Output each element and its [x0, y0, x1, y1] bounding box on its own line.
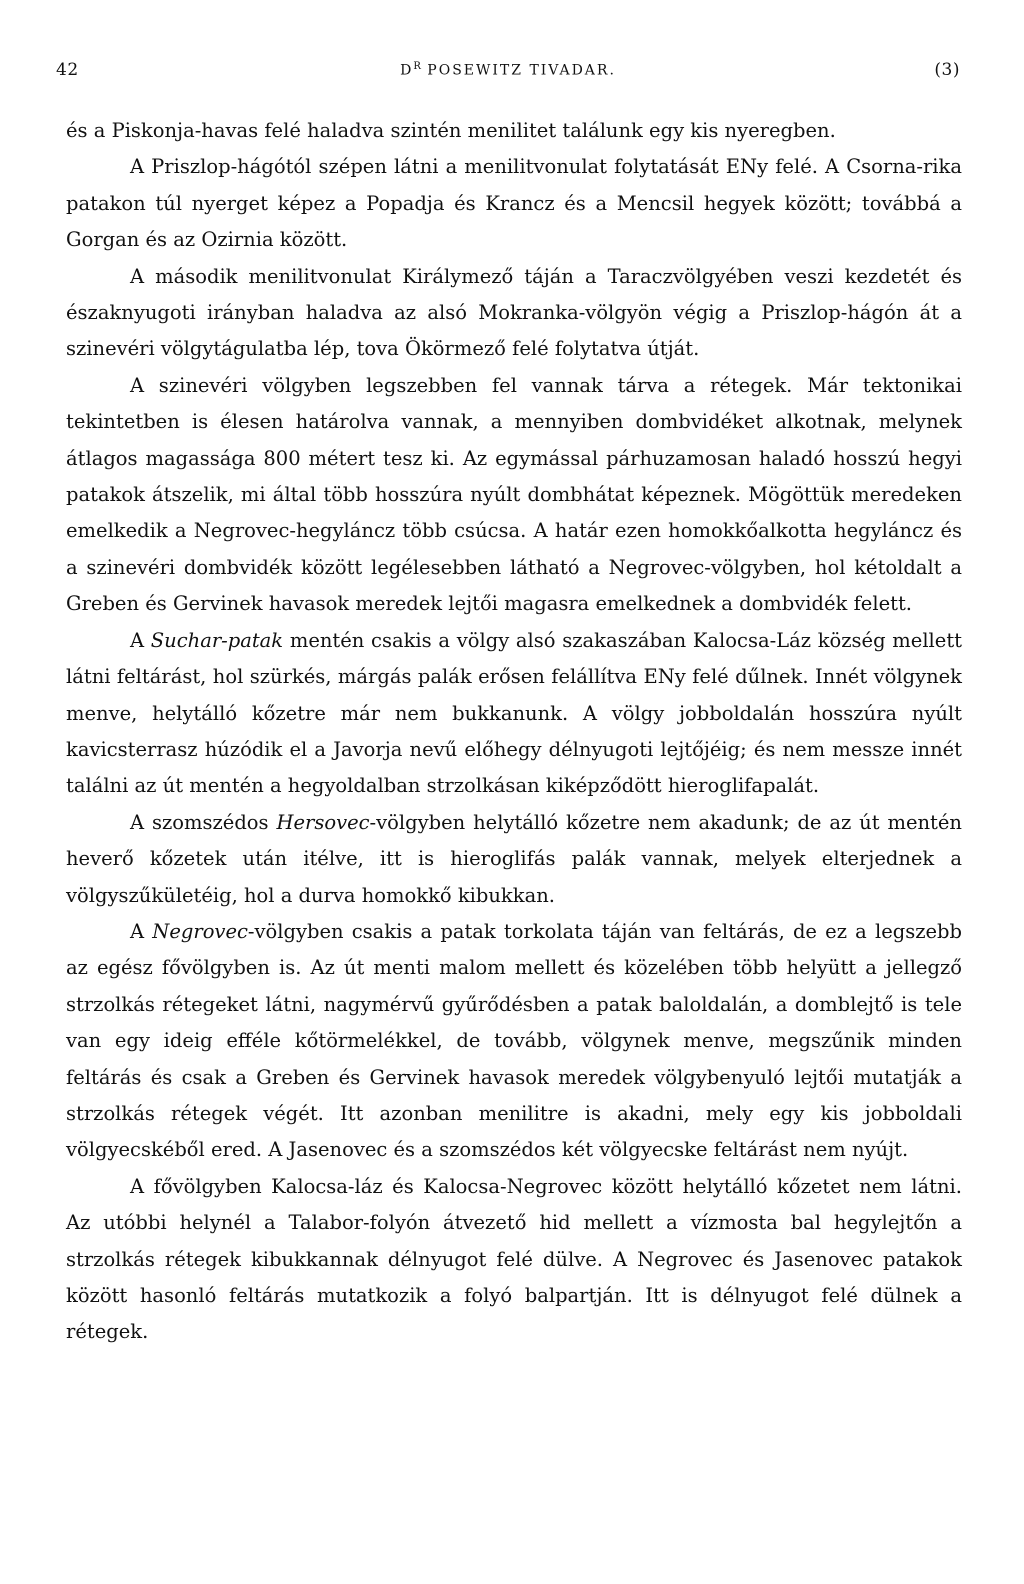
paragraph-text: A fővölgyben Kalocsa-láz és Kalocsa-Negrovec között helytálló kőzetet nem látni. Az utóbbi helynél a Talabor-folyón átvezető hid mellett a vízmosta bal hegylejtőn a strzolkás rétegek kibukkannak délnyugot felé dülve. A Negrovec és Jasenovec patakok között hasonló feltárás mutatkozik a folyó balpartján. Itt is délnyugot felé dülnek a rétegek. — [66, 1174, 962, 1344]
section-number: (3) — [934, 60, 960, 80]
paragraph-text: -völgyben csakis a patak torkolata táján van feltárás, de ez a legszebb az egész fővölgyben is. Az út menti malom mellett és közelében több helyütt a jellegző strzolkás rétegeket látni, nagymérvű gyűrődésben a patak baloldalán, a domblejtő is tele van egy ideig efféle kőtörmelékkel, de tovább, völgynek menve, megszűnik minden feltárás és csak a Greben és Gervinek havasok meredek völgybenyuló lejtői mutatják a strzolkás rétegek végét. Itt azonban menilitre is akadni, mely egy kis jobboldali völgyecskéből ered. A Jasenovec és a szomszédos két völgyecske feltárást nem nyújt. — [66, 919, 963, 1162]
paragraph-text: -völgyben helytálló kőzetre nem akadunk; de az út mentén heverő kőzetek után itélve, itt is hieroglifás palák vannak, melyek elterjednek a völgyszűkületéig, hol a durva homokkő kibukkan. — [66, 810, 962, 907]
paragraph-1 — [66, 113, 962, 149]
place-name-italic: Hersovec — [276, 810, 370, 834]
running-title-text: POSEWITZ TIVADAR. — [427, 62, 616, 79]
page-number: 42 — [56, 60, 79, 80]
place-name-italic: Suchar-patak — [150, 628, 284, 652]
place-name-italic: Negrovec — [152, 919, 248, 943]
paragraph-text: mentén csakis a völgy alsó szakaszában Kalocsa-Láz község mellett látni feltárást, hol szürkés, márgás palák erősen felállítva ENy felé dűlnek. Innét völgynek menve, helytálló kőzetre már nem bukkanunk. A völgy jobboldalán hosszúra nyúlt kavicsterrasz húzódik el a Javorja nevű előhegy délnyugoti lejtőjéig; és nem messze innét találni az út mentén a hegyoldalban strzolkásan kiképződött hieroglifapalát. — [66, 628, 963, 798]
running-title — [56, 61, 960, 79]
paragraph-lead: A szomszédos — [130, 810, 277, 834]
paragraph-text: A szinevéri völgyben legszebben fel vannak tárva a rétegek. Már tektonikai tekintetben is élesen határolva vannak, a mennyiben dombvidéket alkotnak, melynek átlagos magassága 800 métert tesz ki. Az egymással párhuzamosan haladó hosszú hegyi patakok átszelik, mi által több hosszúra nyúlt dombhátat képeznek. Mögöttük meredeken emelkedik a Negrovec-hegyláncz több csúcsa. A határ ezen homokkőalkotta hegyláncz és a szinevéri dombvidék között legélesebben látható a Negrovec-völgyben, hol kétoldalt a Greben és Gervinek havasok meredek lejtői magasra emelkednek a dombvidék felett. — [66, 373, 962, 616]
paragraph-7 — [66, 914, 962, 1169]
paragraph-8 — [66, 1169, 962, 1351]
running-title-prefix: D — [400, 62, 414, 79]
page-body — [66, 113, 962, 1351]
paragraph-5 — [66, 623, 962, 805]
paragraph-6 — [66, 805, 962, 914]
paragraph-text: A második menilitvonulat Királymező táján a Taraczvölgyében veszi kezdetét és északnyugoti irányban haladva az alsó Mokranka-völgyön végig a Priszlop-hágón át a szinevéri völgytágulatba lép, tova Ökörmező felé folytatva útját. — [66, 264, 962, 361]
paragraph-lead: A — [130, 628, 151, 652]
paragraph-text: A Priszlop-hágótól szépen látni a menilitvonulat folytatását ENy felé. A Csorna-rika patakon túl nyerget képez a Popadja és Krancz és a Mencsil hegyek között; továbbá a Gorgan és az Ozirnia között. — [66, 155, 962, 252]
paragraph-2 — [66, 149, 962, 258]
paragraph-text: és a Piskonja-havas felé haladva szintén menilitet találunk egy kis nyeregben. — [66, 119, 836, 142]
page-header — [56, 60, 960, 90]
paragraph-4 — [66, 368, 962, 623]
paragraph-3 — [66, 259, 962, 368]
running-title-sup: R — [413, 61, 421, 72]
paragraph-lead: A — [130, 919, 153, 943]
